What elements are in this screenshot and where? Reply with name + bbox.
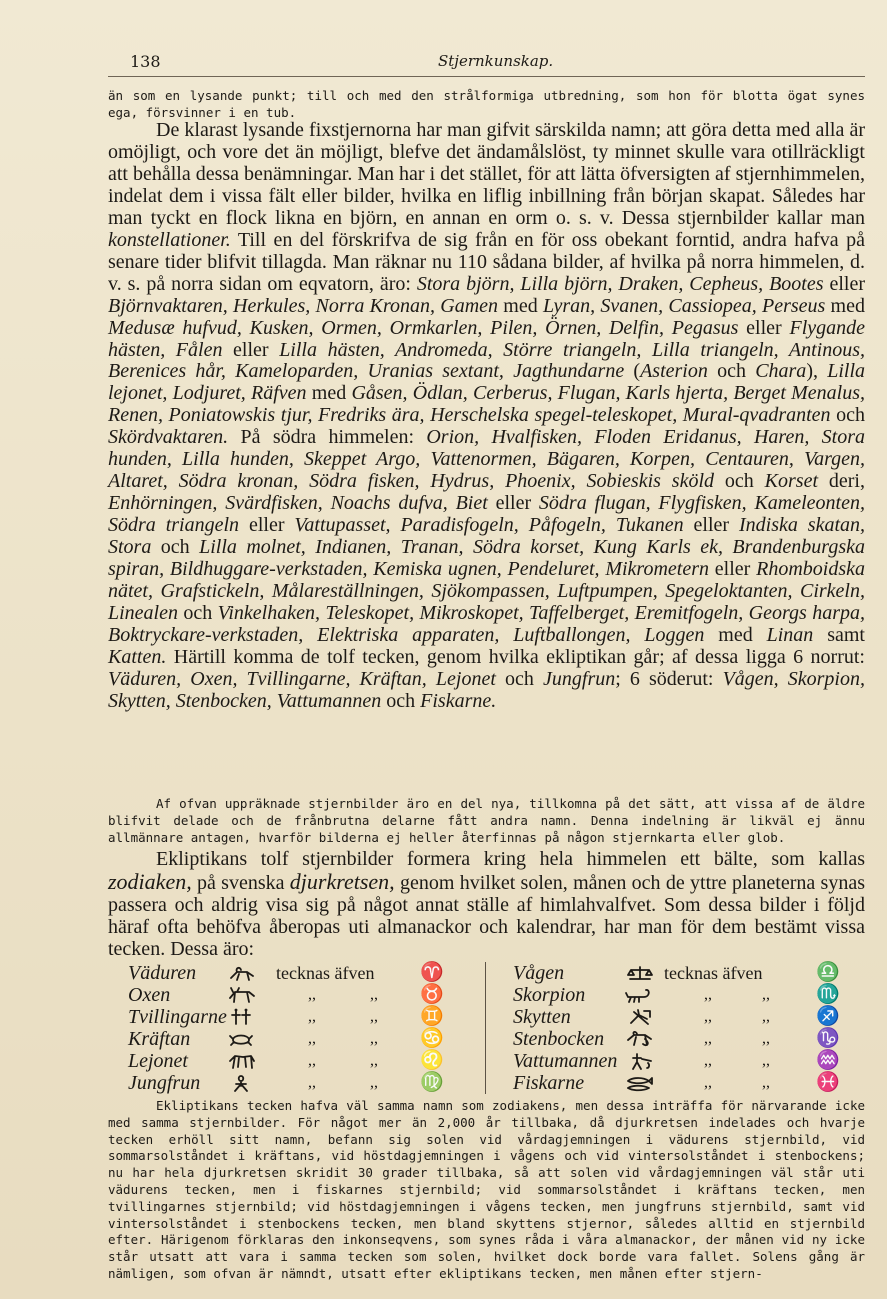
italic-term: Stora björn, Lilla björn, Draken, Cepheus, Bootes: [416, 272, 824, 295]
italic-term: djurkretsen,: [289, 868, 395, 894]
text-run: och: [495, 667, 544, 690]
italic-term: Asterion: [640, 360, 708, 383]
ditto-mark: ,,: [308, 1008, 316, 1025]
zodiac-sign-row: [486, 962, 864, 984]
text-run: Ekliptikans tolf stjernbilder formera kring hela himmelen ett bälte, som kallas: [156, 848, 865, 870]
constellations-paragraph: [108, 120, 865, 713]
zodiac-paragraph: [108, 849, 865, 961]
zodiac-sign-row: [486, 1028, 864, 1050]
astrological-symbol: ♏: [816, 984, 840, 1005]
text-run: och: [830, 404, 865, 427]
sign-name: Tvillingarne: [128, 1006, 227, 1028]
text-run: eller: [239, 514, 295, 537]
astrological-symbol: ♊: [420, 1006, 444, 1027]
zodiac-sign-row: [108, 962, 486, 984]
italic-term: Linan: [766, 623, 814, 646]
ditto-mark: ,,: [308, 986, 316, 1003]
ditto-mark: ,,: [762, 1074, 770, 1091]
text-run: med: [704, 623, 767, 646]
text-run: och: [714, 470, 765, 493]
southern-signs-column: [485, 962, 864, 1094]
italic-term: Lilla hästen, Andromeda, Större triangeln, Lilla triangeln, Antinous, Berenices hår, Kameloparden, Uranias sextant, Jagthundarne: [108, 338, 866, 383]
ditto-mark: ,,: [370, 1008, 378, 1025]
italic-term: Korset: [764, 470, 819, 493]
text-run: eller: [222, 338, 280, 361]
text-run: På södra himmelen:: [228, 426, 427, 449]
text-run: ),: [806, 360, 828, 383]
zodiac-sign-row: [108, 984, 486, 1006]
scorpion-icon: [624, 986, 654, 1004]
italic-term: Väduren, Oxen, Tvillingarne, Kräftan, Lejonet: [108, 667, 496, 690]
ditto-mark: ,,: [704, 1074, 712, 1091]
italic-term: Fiskarne.: [420, 689, 497, 712]
astrological-symbol: ♒: [816, 1050, 840, 1071]
crab-icon: [226, 1030, 256, 1048]
italic-term: Enhörningen, Svärdfisken, Noachs dufva, Biet: [108, 492, 488, 515]
text-run: eller: [709, 558, 757, 581]
sign-name: Stenbocken: [513, 1028, 605, 1050]
text-run: på svenska: [191, 871, 290, 894]
ram-icon: [226, 964, 256, 982]
astrological-symbol: ♉: [420, 984, 444, 1005]
water-bearer-icon: [624, 1052, 654, 1070]
italic-term: Lyran, Svanen, Cassiopea, Perseus: [542, 294, 826, 317]
page-header: [108, 52, 865, 77]
astrological-symbol: ♍: [420, 1072, 444, 1093]
italic-term: Skördvaktaren.: [108, 426, 229, 449]
ditto-mark: ,,: [370, 1074, 378, 1091]
italic-term: konstellationer.: [108, 228, 231, 251]
ditto-mark: ,,: [762, 1052, 770, 1069]
zodiac-sign-row: [108, 1050, 486, 1072]
text-run: eller: [683, 514, 739, 537]
ditto-mark: ,,: [704, 1030, 712, 1047]
italic-term: Björnvaktaren, Herkules, Norra Kronan, Gamen: [108, 294, 499, 317]
twins-icon: [226, 1008, 256, 1026]
text-run: och: [707, 360, 756, 383]
sign-name: Lejonet: [128, 1050, 188, 1072]
text-run: och: [381, 689, 421, 712]
sign-name: Skytten: [513, 1006, 571, 1028]
scales-icon: [624, 964, 654, 982]
italic-term: Vågen, Skorpion, Skytten, Stenbocken, Vattumannen: [108, 667, 865, 712]
footnote-precession: Ekliptikans tecken hafva väl samma namn som zodiakens, men dessa inträffa för närvarande icke med samma stjernbilder. För något mer än 2,000 år tillbaka, då djurkretsen indelades och hvarje tecken erhöll sitt namn, befann sig solen vid vårdagjemningen i vädurens stjernbild, vid sommarsolståndet i kräftans, vid höstdagjemningen i vågens och vid vintersolståndet i stenbockens; nu har hela djurkretsen skridit 30 grader tillbaka, så att solen vid vårdagjemningen väl står uti vädurens tecken, men i fiskarnes stjernbild; vid sommarsolståndet i kräftans tecken, men tvillingarnes stjernbild; vid höstdagjemningen i vågens tecken, men jungfruns stjernbild, samt vid vintersolståndet i stenbockens tecken, men bland skyttens stjernor, således alltid en stjernbild efter. Härigenom förklaras den inkonseqvens, som synes råda i våra almanackor, der månen vid ny icke står utsatt att vara i samma tecken som solen, hvilket dock borde vara fallet. Solens gång är nämligen, som ofvan är nämndt, utsatt efter ekliptikans tecken, men månen efter stjern-: [108, 1098, 865, 1281]
zodiac-sign-row: [108, 1006, 486, 1028]
text-run: med: [825, 294, 865, 317]
italic-term: Flygande hästen, Fålen: [108, 316, 866, 361]
sign-name: Vattumannen: [513, 1050, 618, 1072]
sign-name: Kräftan: [128, 1028, 191, 1050]
sign-name: Jungfrun: [128, 1072, 201, 1094]
astrological-symbol: ♑: [816, 1028, 840, 1049]
astrological-symbol: ♌: [420, 1050, 444, 1071]
astrological-symbol: ♎: [816, 962, 840, 983]
sign-name: Väduren: [128, 962, 197, 984]
ditto-mark: ,,: [762, 1030, 770, 1047]
ditto-mark: ,,: [762, 986, 770, 1003]
archer-icon: [624, 1008, 654, 1026]
zodiac-sign-row: [108, 1028, 486, 1050]
ditto-mark: ,,: [762, 1008, 770, 1025]
intro-text: än som en lysande punkt; till och med den strålformiga utbredning, som hon för blotta ögat synes ega, försvinner i en tub.: [108, 88, 865, 120]
ditto-mark: ,,: [370, 1052, 378, 1069]
italic-term: Katten.: [108, 645, 167, 668]
text-run: ; 6 söderut:: [615, 667, 723, 690]
italic-term: Medusæ hufvud, Kusken, Ormen, Ormkarlen, Pilen, Örnen, Delfin, Pegasus: [108, 316, 739, 339]
text-run: eller: [487, 492, 539, 515]
italic-term: Södra flugan, Flygfisken, Kameleonten, Södra triangeln: [108, 492, 865, 537]
text-run: genom hvilket solen, månen och de yttre planeterna synas passera och aldrig visa sig på något annat ställe af himlahvalfvet. Som dessa bilder i följd häraf ofta behöfva åberopas uti almanackor och kalendrar, har man för dem bestämt vissa tecken. Dessa äro:: [108, 871, 865, 960]
ditto-mark: ,,: [308, 1052, 316, 1069]
text-run: och: [151, 536, 200, 559]
ditto-mark: ,,: [308, 1074, 316, 1091]
page-number: 138: [130, 52, 161, 71]
astrological-symbol: ♓: [816, 1072, 840, 1093]
italic-term: Vattupasset, Paradisfogeln, Påfogeln, Tukanen: [294, 514, 684, 537]
sign-name: Skorpion: [513, 984, 586, 1006]
text-run: samt: [813, 623, 865, 646]
bull-icon: [226, 986, 256, 1004]
italic-term: Chara: [755, 360, 807, 383]
fishes-icon: [624, 1074, 654, 1092]
ditto-mark: ,,: [370, 986, 378, 1003]
zodiac-sign-row: [486, 984, 864, 1006]
astrological-symbol: ♐: [816, 1006, 840, 1027]
ditto-mark: ,,: [704, 1052, 712, 1069]
text-run: och: [178, 601, 218, 624]
tecknas-label: tecknas äfven: [664, 963, 763, 983]
text-run: med: [306, 382, 352, 405]
sign-name: Fiskarne: [513, 1072, 585, 1094]
sign-name: Vågen: [513, 962, 565, 984]
italic-term: Orion, Hvalfisken, Floden Eridanus, Haren, Stora hunden, Lilla hunden, Skeppet Argo, Vattenormen, Bägaren, Korpen, Centauren, Vargen, Altaret, Södra kronan, Södra fisken, Hydrus, Phoenix, Sobieskis sköld: [108, 426, 865, 493]
running-title: Stjernkunskap.: [438, 52, 554, 70]
virgin-icon: [226, 1074, 256, 1092]
zodiac-sign-row: [486, 1006, 864, 1028]
zodiac-sign-table: [108, 962, 865, 1094]
italic-term: Indiska skatan, Stora: [108, 514, 865, 559]
italic-term: Vinkelhaken, Teleskopet, Mikroskopet, Taffelberget, Eremitfogeln, Georgs harpa, Boktryckare-verkstaden, Elektriska apparaten, Luftballongen, Loggen: [108, 601, 865, 646]
astrological-symbol: ♋: [420, 1028, 444, 1049]
text-run: De klarast lysande fixstjernorna har man gifvit särskilda namn; att göra detta med alla är omöjligt, och vore det än möjligt, blefve det ändamålslöst, ty minnet skulle vara otillräckligt att behålla dessa benämningar. Man har i det stället, för att lätta öfversigten af stjernhimmelen, indelat dem i vissa fält eller bilder, hvilka en liflig inbillning från början skapat. Således har man tyckt en flock likna en björn, en annan en orm o. s. v. Dessa stjernbilder kallar man: [108, 119, 865, 229]
ditto-mark: ,,: [308, 1030, 316, 1047]
footnote-new-constellations: Af ofvan uppräknade stjernbilder äro en del nya, tillkomna på det sätt, att vissa af de äldre blifvit delade och de frånbrutna delarne fått andra namn. Denna indelning är likväl ej ännu allmännare antagen, hvarför bilderna ej heller återfinnas på någon stjernkarta eller glob.: [108, 796, 865, 845]
italic-term: Gåsen, Ödlan, Cerberus, Flugan, Karls hjerta, Berget Menalus, Renen, Poniatowskis tjur, Fredriks ära, Herschelska spegel-teleskopet, Mural-qvadranten: [108, 382, 866, 427]
italic-term: zodiaken,: [108, 868, 192, 894]
text-run: Härtill komma de tolf tecken, genom hvilka ekliptikan går; af dessa ligga 6 norrut:: [166, 645, 865, 668]
italic-term: Lilla molnet, Indianen, Tranan, Södra korset, Kung Karls ek, Brandenburgska spiran, Bildhuggare-verkstaden, Kemiska ugnen, Pendeluret, Mikrometern: [108, 536, 865, 581]
northern-signs-column: [108, 962, 486, 1094]
sign-name: Oxen: [128, 984, 171, 1006]
zodiac-sign-row: [486, 1072, 864, 1094]
ditto-mark: ,,: [370, 1030, 378, 1047]
text-run: deri,: [818, 470, 865, 493]
zodiac-sign-row: [486, 1050, 864, 1072]
text-run: eller: [823, 272, 865, 295]
astrological-symbol: ♈: [420, 962, 444, 983]
ditto-mark: ,,: [704, 986, 712, 1003]
ditto-mark: ,,: [704, 1008, 712, 1025]
text-run: med: [498, 294, 543, 317]
italic-term: Jungfrun: [543, 667, 616, 690]
italic-term: Lilla lejonet, Lodjuret, Räfven: [108, 360, 865, 405]
text-run: eller: [738, 316, 790, 339]
goat-icon: [624, 1030, 654, 1048]
lion-icon: [226, 1052, 256, 1070]
tecknas-label: tecknas äfven: [276, 963, 375, 983]
text-run: Till en del förskrifva de sig från en för oss obekant forntid, andra hafva på senare tider blifvit tillagda. Man räknar nu 110 sådana bilder, af hvilka på norra himmelen, d. v. s. på norra sidan om eqvatorn, äro:: [108, 228, 865, 295]
zodiac-sign-row: [108, 1072, 486, 1094]
italic-term: Rhomboidska nätet, Grafstickeln, Målareställningen, Sjökompassen, Luftpumpen, Spegeloktanten, Cirkeln, Linealen: [108, 558, 866, 624]
text-run: (: [624, 360, 641, 383]
